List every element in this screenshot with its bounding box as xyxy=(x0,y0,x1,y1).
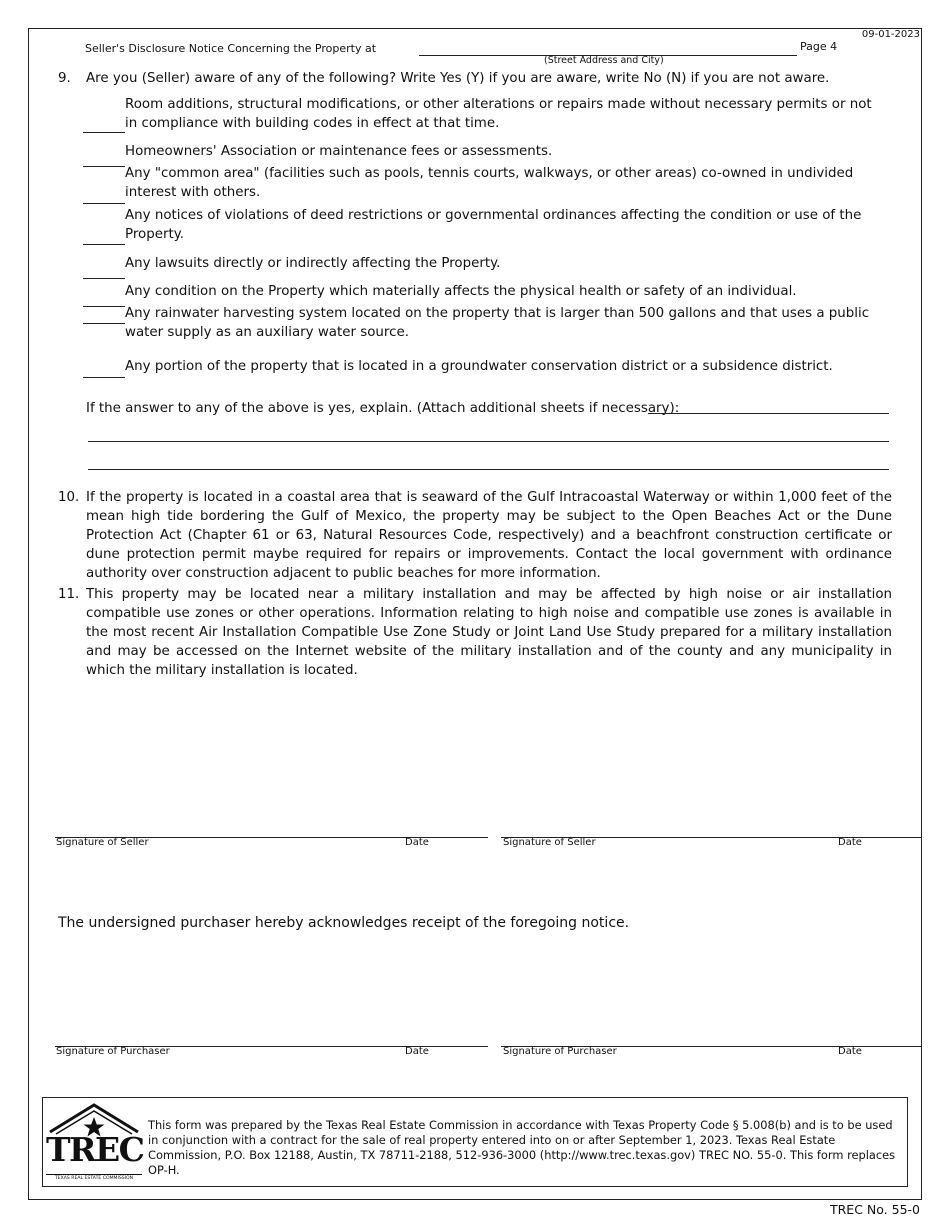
item-5: Any lawsuits directly or indirectly affecting the Property. xyxy=(125,256,501,271)
trec-logo xyxy=(46,1102,142,1182)
section-11-text: This property may be located near a military installation and may be affected by high noise or air installation compatible use zones or other operations. Information relating to high noise and compatible use zones is available in the most recent Air Installation Compatible Use Zone Study or Joint Land Use Study prepared for a military installation and may be accessed on the Internet website of the military installation and of the county and any municipality in which the military installation is located. xyxy=(86,587,892,678)
explain-label: If the answer to any of the above is yes, explain. (Attach additional sheets if necessary): xyxy=(86,401,680,416)
trec-form-number: TREC No. 55-0 xyxy=(829,1202,920,1217)
purchaser-signature-label-1: Signature of Purchaser xyxy=(56,1046,170,1057)
explain-line-2[interactable] xyxy=(88,441,889,442)
explain-line-1[interactable] xyxy=(648,413,889,414)
trec-logo-text: TREC xyxy=(46,1130,144,1169)
section-10-number: 10. xyxy=(58,490,80,505)
item-8: Any portion of the property that is located in a groundwater conservation district or a subsidence district. xyxy=(125,359,833,374)
purchaser-date-label-1: Date xyxy=(405,1046,429,1057)
item-2: Homeowners' Association or maintenance fees or assessments. xyxy=(125,144,553,159)
page-title: Seller's Disclosure Notice Concerning the Property at xyxy=(85,42,377,55)
answer-blank-5[interactable] xyxy=(83,278,125,279)
answer-blank-6[interactable] xyxy=(83,306,125,307)
item-1: Room additions, structural modifications, or other alterations or repairs made without necessary permits or not in compliance with building codes in effect at that time. xyxy=(125,97,872,131)
item-6: Any condition on the Property which materially affects the physical health or safety of an individual. xyxy=(125,284,797,299)
section-10-text: If the property is located in a coastal area that is seaward of the Gulf Intracoastal Waterway or within 1,000 feet of the mean high tide bordering the Gulf of Mexico, the property may be subject to the Open Beaches Act or the Dune Protection Act (Chapter 61 or 63, Natural Resources Code, respectively) and a beachfront construction certificate or dune protection permit maybe required for repairs or improvements. Contact the local government with ordinance authority over construction adjacent to public beaches for more information. xyxy=(86,490,892,581)
purchaser-signature-label-2: Signature of Purchaser xyxy=(503,1046,617,1057)
form-date: 09-01-2023 xyxy=(861,29,920,40)
section-9-number: 9. xyxy=(58,71,71,86)
purchaser-date-label-2: Date xyxy=(838,1046,862,1057)
answer-blank-8[interactable] xyxy=(83,377,125,378)
answer-blank-4[interactable] xyxy=(83,244,125,245)
answer-blank-1[interactable] xyxy=(83,132,125,133)
item-4: Any notices of violations of deed restrictions or governmental ordinances affecting the condition or use of the Property. xyxy=(125,208,862,242)
page-number: Page 4 xyxy=(800,40,838,53)
item-3: Any "common area" (facilities such as pools, tennis courts, walkways, or other areas) co-owned in undivided interest with others. xyxy=(125,166,854,200)
answer-blank-3[interactable] xyxy=(83,203,125,204)
address-caption: (Street Address and City) xyxy=(544,55,664,66)
purchaser-acknowledgement: The undersigned purchaser hereby acknowledges receipt of the foregoing notice. xyxy=(58,915,630,931)
seller-signature-label-1: Signature of Seller xyxy=(56,837,149,848)
seller-date-label-1: Date xyxy=(405,837,429,848)
trec-notice-text: This form was prepared by the Texas Real Estate Commission in accordance with Texas Property Code § 5.008(b) and is to be used in conjunction with a contract for the sale of real property entered into on or after September 1, 2023. Texas Real Estate Commission, P.O. Box 12188, Austin, TX 78711-2188, 512-936-3000 (http://www.trec.texas.gov) TREC NO. 55-0. This form replaces OP-H. xyxy=(148,1118,896,1177)
seller-date-label-2: Date xyxy=(838,837,862,848)
answer-blank-7[interactable] xyxy=(83,323,125,324)
answer-blank-2[interactable] xyxy=(83,166,125,167)
item-7: Any rainwater harvesting system located on the property that is larger than 500 gallons and that uses a public water supply as an auxiliary water source. xyxy=(125,306,870,340)
explain-line-3[interactable] xyxy=(88,469,889,470)
section-11-number: 11. xyxy=(58,587,80,602)
trec-logo-subtext: TEXAS REAL ESTATE COMMISSION xyxy=(46,1174,142,1181)
seller-signature-label-2: Signature of Seller xyxy=(503,837,596,848)
section-9-question: Are you (Seller) aware of any of the following? Write Yes (Y) if you are aware, write No (N) if you are not aware. xyxy=(86,71,830,86)
